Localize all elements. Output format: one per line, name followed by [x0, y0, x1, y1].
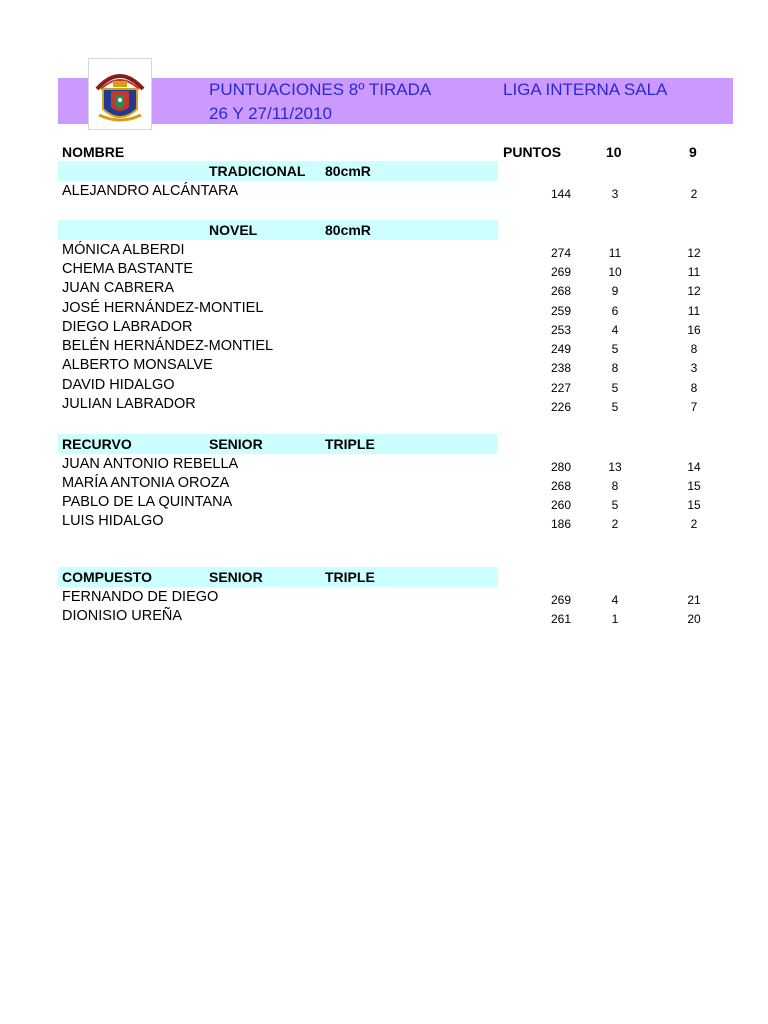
points-value: 186 — [550, 517, 572, 531]
tens-value: 3 — [611, 187, 619, 201]
table-row — [0, 319, 768, 338]
tens-value: 9 — [611, 284, 619, 298]
section-label-category: SENIOR — [209, 569, 263, 585]
archer-name: JULIAN LABRADOR — [62, 396, 196, 412]
nines-value: 11 — [687, 265, 701, 279]
tens-value: 11 — [608, 246, 622, 260]
nines-value: 20 — [687, 612, 701, 626]
nines-value: 21 — [687, 593, 701, 607]
points-value: 274 — [550, 246, 572, 260]
archer-name: ALBERTO MONSALVE — [62, 357, 213, 373]
table-row — [0, 608, 768, 627]
points-value: 269 — [550, 593, 572, 607]
points-value: 249 — [550, 342, 572, 356]
archer-name: DAVID HIDALGO — [62, 377, 175, 393]
section-band — [58, 434, 498, 454]
table-row — [0, 475, 768, 494]
crest-icon — [89, 59, 151, 129]
tens-value: 5 — [611, 400, 619, 414]
tens-value: 5 — [611, 498, 619, 512]
section-label-category: NOVEL — [209, 222, 258, 238]
points-value: 269 — [550, 265, 572, 279]
section-label-division: COMPUESTO — [62, 569, 152, 585]
tens-value: 2 — [611, 517, 619, 531]
table-row — [0, 494, 768, 513]
section-label-distance: 80cmR — [325, 222, 371, 238]
nines-value: 8 — [690, 381, 698, 395]
points-value: 227 — [550, 381, 572, 395]
tens-value: 5 — [611, 342, 619, 356]
section-label-category: TRADICIONAL — [209, 163, 306, 179]
section-band — [58, 220, 498, 240]
column-header-nines: 9 — [689, 144, 697, 160]
archer-name: PABLO DE LA QUINTANA — [62, 494, 233, 510]
nines-value: 15 — [687, 498, 701, 512]
nines-value: 8 — [690, 342, 698, 356]
nines-value: 2 — [690, 187, 698, 201]
nines-value: 12 — [687, 246, 701, 260]
club-crest-logo — [88, 58, 152, 130]
tens-value: 8 — [611, 479, 619, 493]
nines-value: 14 — [687, 460, 701, 474]
archer-name: DIONISIO UREÑA — [62, 608, 183, 624]
table-row — [0, 377, 768, 396]
points-value: 144 — [550, 187, 572, 201]
section-band — [58, 567, 498, 587]
archer-name: JUAN ANTONIO REBELLA — [62, 456, 239, 472]
table-row — [0, 338, 768, 357]
nines-value: 3 — [690, 361, 698, 375]
tens-value: 5 — [611, 381, 619, 395]
archer-name: BELÉN HERNÁNDEZ-MONTIEL — [62, 338, 274, 354]
table-row — [0, 261, 768, 280]
archer-name: CHEMA BASTANTE — [62, 261, 194, 277]
table-row — [0, 300, 768, 319]
section-label-division: RECURVO — [62, 436, 132, 452]
archer-name: MÓNICA ALBERDI — [62, 242, 185, 258]
nines-value: 15 — [687, 479, 701, 493]
section-band — [58, 161, 498, 181]
archer-name: LUIS HIDALGO — [62, 513, 164, 529]
table-row — [0, 280, 768, 299]
tens-value: 10 — [608, 265, 622, 279]
table-row — [0, 589, 768, 608]
tens-value: 4 — [611, 593, 619, 607]
archer-name: DIEGO LABRADOR — [62, 319, 193, 335]
section-label-distance: TRIPLE — [325, 569, 375, 585]
archer-name: MARÍA ANTONIA OROZA — [62, 475, 230, 491]
points-value: 280 — [550, 460, 572, 474]
table-row — [0, 456, 768, 475]
page-title: PUNTUACIONES 8º TIRADA — [209, 80, 432, 99]
table-row — [0, 396, 768, 415]
column-header-points: PUNTOS — [503, 144, 562, 160]
event-dates: 26 Y 27/11/2010 — [209, 104, 332, 123]
nines-value: 12 — [687, 284, 701, 298]
tens-value: 13 — [608, 460, 622, 474]
nines-value: 16 — [687, 323, 701, 337]
table-row — [0, 183, 768, 202]
nines-value: 2 — [690, 517, 698, 531]
tens-value: 8 — [611, 361, 619, 375]
points-value: 261 — [550, 612, 572, 626]
league-name: LIGA INTERNA SALA — [503, 80, 668, 99]
table-row — [0, 242, 768, 261]
column-header-name: NOMBRE — [62, 144, 125, 160]
archer-name: JOSÉ HERNÁNDEZ-MONTIEL — [62, 300, 264, 316]
points-value: 253 — [550, 323, 572, 337]
tens-value: 4 — [611, 323, 619, 337]
tens-value: 6 — [611, 304, 619, 318]
points-value: 268 — [550, 479, 572, 493]
archer-name: FERNANDO DE DIEGO — [62, 589, 219, 605]
column-header-tens: 10 — [606, 144, 622, 160]
archer-name: JUAN CABRERA — [62, 280, 174, 296]
points-value: 259 — [550, 304, 572, 318]
section-label-distance: TRIPLE — [325, 436, 375, 452]
section-label-category: SENIOR — [209, 436, 263, 452]
points-value: 226 — [550, 400, 572, 414]
table-row — [0, 513, 768, 532]
nines-value: 7 — [690, 400, 698, 414]
archer-name: ALEJANDRO ALCÁNTARA — [62, 183, 239, 199]
points-value: 238 — [550, 361, 572, 375]
nines-value: 11 — [687, 304, 701, 318]
points-value: 268 — [550, 284, 572, 298]
points-value: 260 — [550, 498, 572, 512]
tens-value: 1 — [611, 612, 619, 626]
section-label-distance: 80cmR — [325, 163, 371, 179]
table-row — [0, 357, 768, 376]
